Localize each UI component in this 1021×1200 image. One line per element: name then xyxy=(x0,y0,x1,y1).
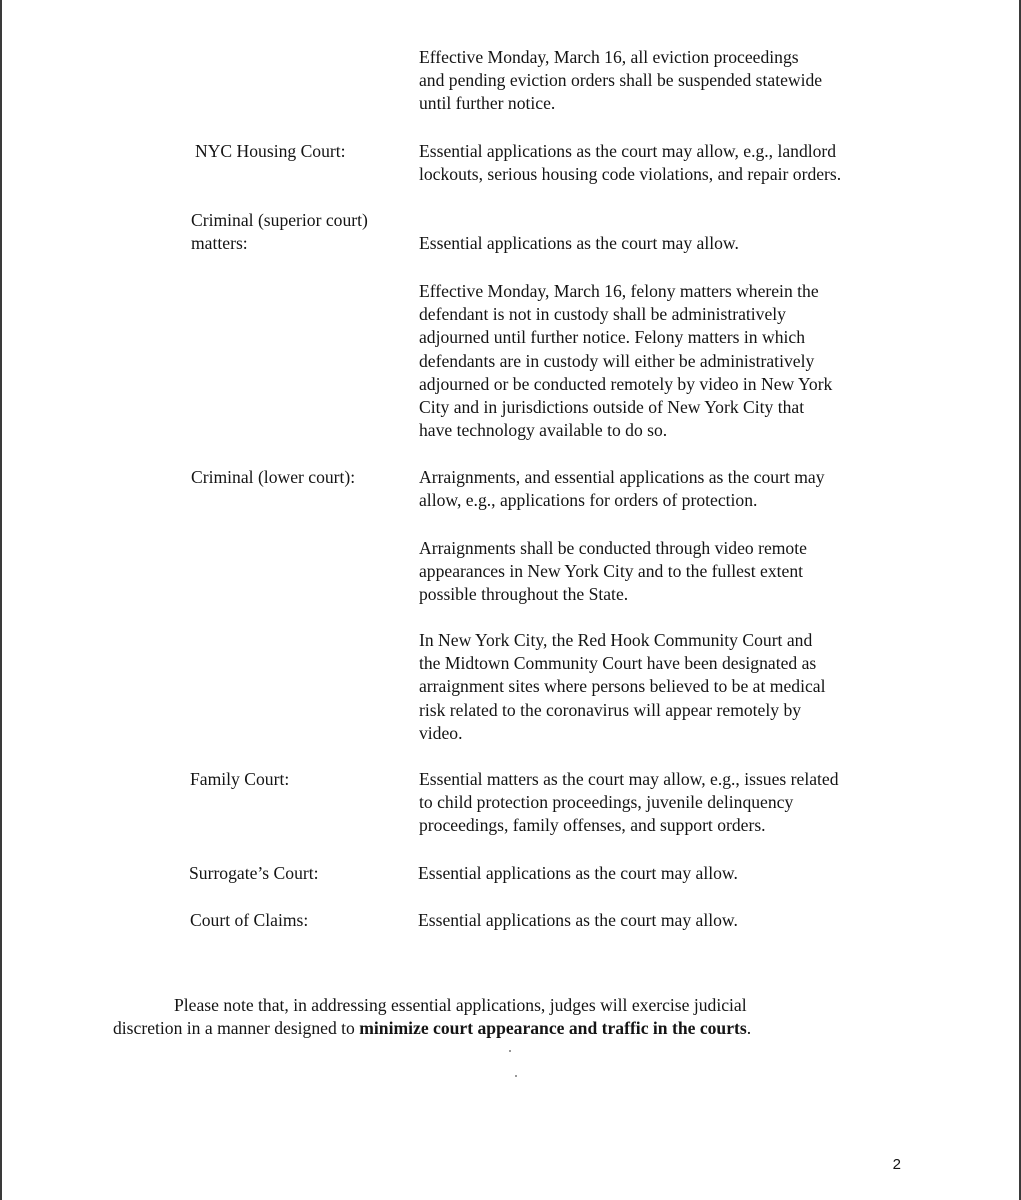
closing-emphasis: minimize court appearance and traffic in the courts xyxy=(359,1018,747,1039)
closing-line-1: Please note that, in addressing essential applications, judges will exercise judicial xyxy=(174,995,747,1015)
family-court-paragraph: Essential matters as the court may allow, e.g., issues related to child protection proceedings, juvenile delinquency proceedings, family offenses, and support orders. xyxy=(419,769,839,836)
criminal-superior-paragraph-1: Essential applications as the court may allow. xyxy=(419,233,739,253)
page-number: 2 xyxy=(892,1156,901,1173)
section-label-court-of-claims: Court of Claims: xyxy=(190,910,309,930)
section-label-criminal-superior: Criminal (superior court) matters: xyxy=(191,210,368,254)
closing-line-2-prefix: discretion in a manner designed to xyxy=(113,1018,360,1039)
scan-speck xyxy=(515,1075,517,1077)
section-label-family-court: Family Court: xyxy=(190,769,290,789)
nyc-housing-court-paragraph: Essential applications as the court may allow, e.g., landlord lockouts, serious housing code violations, and repair orders. xyxy=(419,141,842,185)
surrogates-court-paragraph: Essential applications as the court may allow. xyxy=(418,863,738,883)
criminal-superior-paragraph-2: Effective Monday, March 16, felony matters wherein the defendant is not in custody shall be administratively adjourned until further notice. Felony matters in which defendants are in custody will either be administratively adjourned or be conducted remotely by video in New York City and in jurisdictions outside of New York City that have technology available to do so. xyxy=(419,281,833,441)
section-label-surrogates-court: Surrogate’s Court: xyxy=(189,863,319,883)
closing-paragraph xyxy=(102,994,922,1040)
eviction-paragraph: Effective Monday, March 16, all eviction proceedings and pending eviction orders shall be suspended statewide until further notice. xyxy=(419,47,823,114)
criminal-lower-paragraph-3: In New York City, the Red Hook Community Court and the Midtown Community Court have been designated as arraignment sites where persons believed to be at medical risk related to the coronavirus will appear remotely by video. xyxy=(419,630,826,743)
closing-line-2-suffix: . xyxy=(746,1018,752,1039)
section-label-nyc-housing-court: NYC Housing Court: xyxy=(195,141,346,161)
section-label-criminal-lower: Criminal (lower court): xyxy=(191,467,356,487)
criminal-lower-paragraph-1: Arraignments, and essential applications as the court may allow, e.g., applications for orders of protection. xyxy=(419,467,825,511)
court-of-claims-paragraph: Essential applications as the court may allow. xyxy=(418,910,738,930)
criminal-lower-paragraph-2: Arraignments shall be conducted through video remote appearances in New York City and to the fullest extent possible throughout the State. xyxy=(419,538,807,605)
scan-speck xyxy=(509,1050,511,1052)
closing-line-2 xyxy=(102,1017,922,1040)
